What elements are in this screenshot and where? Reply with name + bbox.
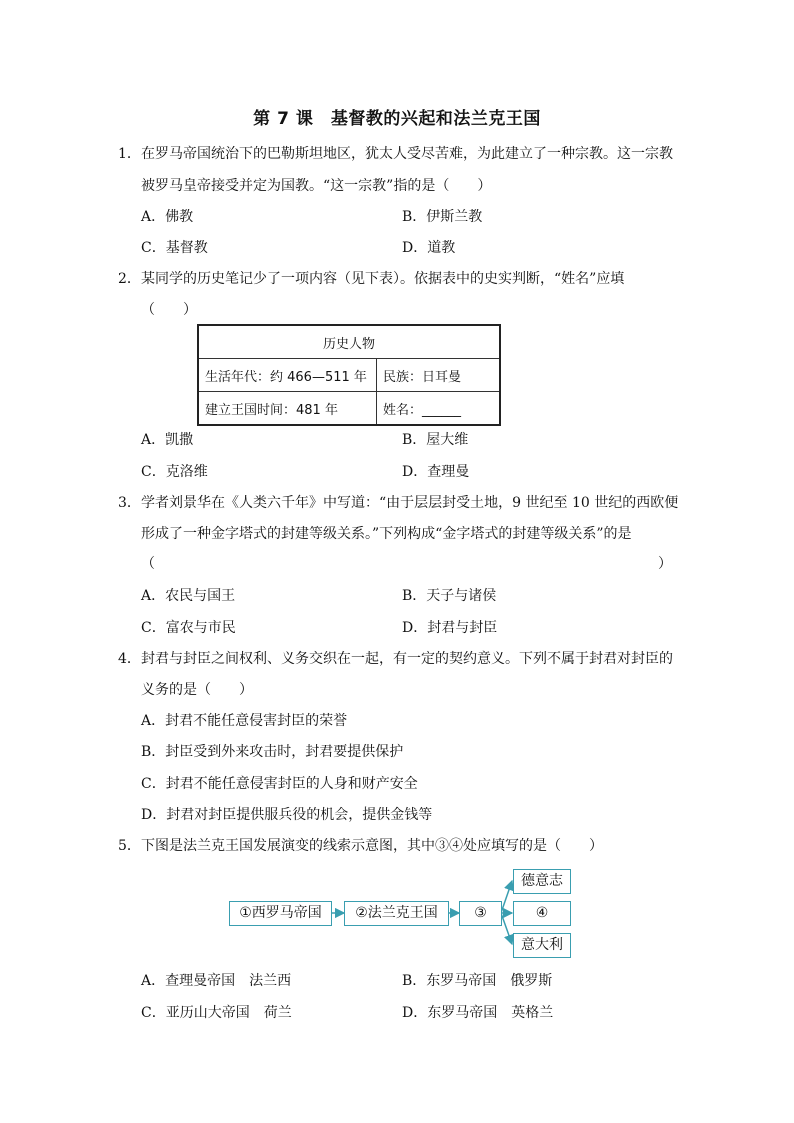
q3-stem-line1: 学者刘景华在《人类六千年》中写道：“由于层层封受土地，9 世纪至 10 世纪的西欧便 (141, 495, 679, 511)
flow-box-italy: 意大利 (513, 933, 571, 958)
table-header: 历史人物 (198, 325, 500, 359)
q3-number: 3． (118, 495, 141, 511)
q1-stem-line2: 被罗马皇帝接受并定为国教。“这一宗教”指的是（ ） (141, 178, 492, 194)
q1-option-a[interactable]: A．佛教 (141, 209, 194, 225)
q5-stem-line1: 下图是法兰克王国发展演变的线索示意图，其中③④处应填写的是（ ） (141, 838, 603, 854)
q1-option-d[interactable]: D．道教 (402, 240, 456, 256)
q4-option-c[interactable]: C．封君不能任意侵害封臣的人身和财产安全 (141, 776, 418, 792)
q2-stem-line1: 某同学的历史笔记少了一项内容（见下表）。依据表中的史实判断，“姓名”应填 (141, 271, 625, 287)
q5-option-a[interactable]: A．查理曼帝国 法兰西 (141, 973, 292, 989)
q3-stem-line2: 形成了一种金字塔式的封建等级关系。”下列构成“金字塔式的封建等级关系”的是 (141, 526, 632, 542)
flow-box-germany: 德意志 (513, 869, 571, 894)
q1-stem-line1: 在罗马帝国统治下的巴勒斯坦地区，犹太人受尽苦难，为此建立了一种宗教。这一宗教 (141, 146, 673, 162)
table-cell-era: 生活年代：约 466—511 年 (198, 359, 377, 392)
frankish-kingdom-flow-diagram (229, 864, 575, 960)
q2-stem-line2: （ ） (141, 302, 197, 318)
arrow-3-to-bottom (501, 913, 512, 944)
q4-stem-line1: 封君与封臣之间权利、义务交织在一起，有一定的契约意义。下列不属于封君对封臣的 (141, 651, 673, 667)
q5-option-d[interactable]: D．东罗马帝国 英格兰 (402, 1005, 554, 1021)
lesson-title: 第 7 课 基督教的兴起和法兰克王国 (253, 109, 541, 129)
table-cell-ethnicity: 民族：日耳曼 (377, 359, 501, 392)
q5-option-c[interactable]: C．亚历山大帝国 荷兰 (141, 1005, 292, 1021)
q3-option-b[interactable]: B．天子与诸侯 (402, 588, 497, 604)
q2-option-a[interactable]: A．凯撒 (141, 432, 194, 448)
flow-box-western-roman-empire: ①西罗马帝国 (229, 901, 332, 926)
q5-option-b[interactable]: B．东罗马帝国 俄罗斯 (402, 973, 553, 989)
flow-box-blank-4: ④ (513, 901, 571, 926)
q2-option-c[interactable]: C．克洛维 (141, 464, 208, 480)
q1-option-c[interactable]: C．基督教 (141, 240, 208, 256)
q2-option-d[interactable]: D．查理曼 (402, 464, 470, 480)
table-cell-name-blank: 姓名：______ (377, 392, 501, 426)
q4-number: 4． (118, 651, 141, 667)
q5-number: 5． (118, 838, 141, 854)
flow-box-frankish-kingdom: ②法兰克王国 (344, 901, 449, 926)
q4-option-a[interactable]: A．封君不能任意侵害封臣的荣誉 (141, 713, 348, 729)
q3-option-a[interactable]: A．农民与国王 (141, 588, 236, 604)
flow-box-blank-3: ③ (459, 901, 502, 926)
q4-option-d[interactable]: D．封君对封臣提供服兵役的机会，提供金钱等 (141, 807, 433, 823)
q4-stem-line2: 义务的是（ ） (141, 682, 253, 698)
history-figure-table (197, 324, 501, 426)
q4-option-b[interactable]: B．封臣受到外来攻击时，封君要提供保护 (141, 744, 404, 760)
q3-paren-left: （ (141, 556, 155, 572)
q3-option-d[interactable]: D．封君与封臣 (402, 620, 498, 636)
q3-paren-right: ） (658, 556, 672, 572)
q3-option-c[interactable]: C．富农与市民 (141, 620, 236, 636)
q1-option-b[interactable]: B．伊斯兰教 (402, 209, 483, 225)
q1-number: 1． (118, 146, 141, 162)
q2-number: 2． (118, 271, 141, 287)
q2-option-b[interactable]: B．屋大维 (402, 432, 469, 448)
arrow-3-to-top (501, 881, 512, 913)
table-cell-founding: 建立王国时间：481 年 (198, 392, 377, 426)
